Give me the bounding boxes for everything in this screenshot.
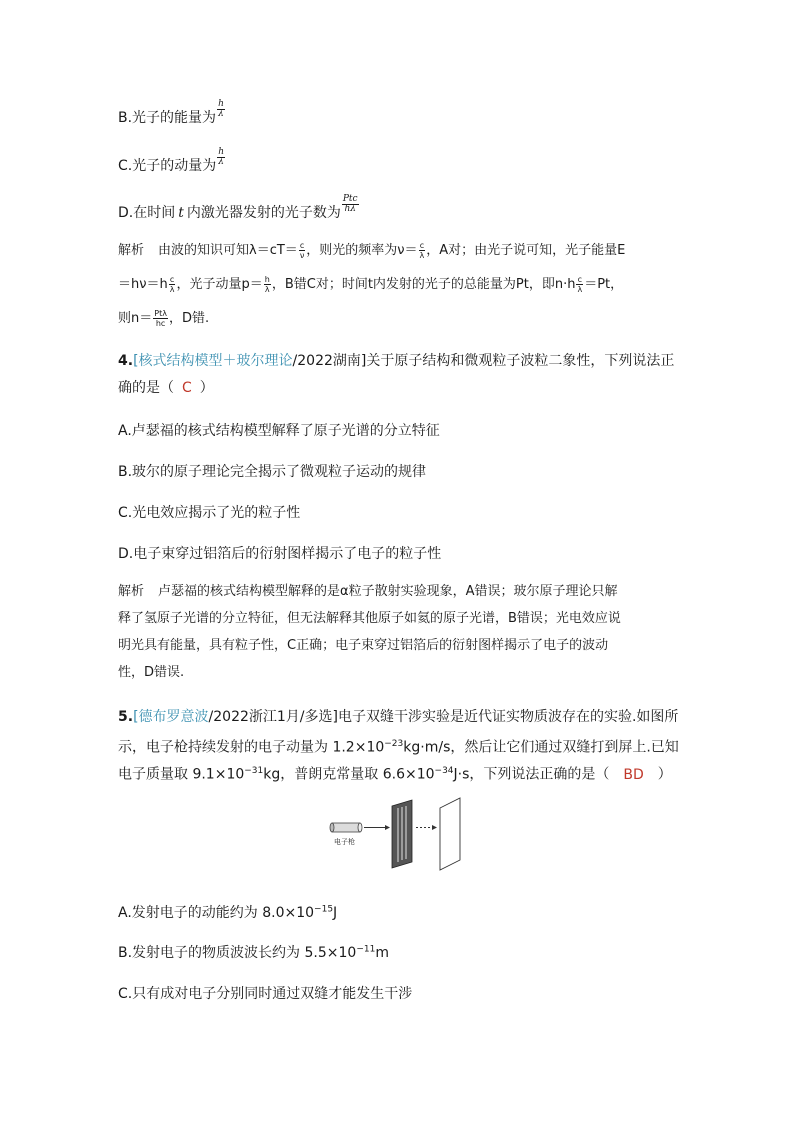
source-tag: 德布罗意波 bbox=[138, 709, 209, 725]
diffracted-beam-arrow bbox=[416, 825, 437, 830]
question-5-option-b: B.发射电子的物质波波长约为 $5.5\times 10^{-11}m$ bbox=[118, 944, 389, 961]
explanation-1-line-1: 解析 由波的知识可知λ＝cT＝ $\frac{c}{\nu}$ ，则光的频率为ν＝ $\frac{c}{\lambda}$ ，A对；由光子说可知，光子能量E bbox=[118, 241, 626, 260]
option-c-prev: C.光子的动量为 $\frac{h}{\lambda}$ bbox=[118, 147, 225, 174]
double-slit-diagram bbox=[328, 796, 464, 872]
fraction: $\frac{\text{Ptλ}}{hc}$ bbox=[154, 309, 167, 328]
beam-arrow bbox=[364, 825, 390, 830]
fraction: $\frac{c}{\nu}$ bbox=[299, 241, 305, 260]
question-5-line-3: 电子质量取 $9.1\times 10^{-31}kg$，普朗克常量取 $6.6\times 10^{-34}J\cdot s$，下列说法正确的是（ BD ） bbox=[118, 766, 672, 783]
question-5-line-1: 5.[德布罗意波/2022浙江1月/多选]电子双缝干涉实验是近代证实物质波存在的实验.如图所 bbox=[118, 709, 679, 725]
option-b-prev: B.光子的能量为 $\frac{h}{\lambda}$ bbox=[118, 99, 224, 126]
screen bbox=[440, 798, 460, 870]
fraction: $\frac{c}{\lambda}$ bbox=[419, 241, 425, 260]
source-tag: 核式结构模型＋玻尔理论 bbox=[138, 353, 293, 369]
explanation-2-line-2: 释了氢原子光谱的分立特征，但无法解释其他原子如氦的原子光谱，B错误；光电效应说 bbox=[118, 611, 621, 626]
question-5-option-c: C.只有成对电子分别同时通过双缝才能发生干涉 bbox=[118, 986, 413, 1002]
question-4-option-a: A.卢瑟福的核式结构模型解释了原子光谱的分立特征 bbox=[118, 423, 440, 439]
fraction: $\frac{c}{\lambda}$ bbox=[169, 275, 175, 294]
fraction: $\frac{h}{\lambda}$ bbox=[218, 147, 225, 167]
fraction: $\frac{\text{Ptc}}{h\lambda}$ bbox=[342, 194, 358, 214]
question-5-line-2: 示，电子枪持续发射的电子动量为 $1.2\times 10^{-23}kg\cdot m/s$，然后让它们通过双缝打到屏上.已知 bbox=[118, 739, 679, 756]
double-slit-plate bbox=[392, 800, 412, 868]
question-4-option-b: B.玻尔的原子理论完全揭示了微观粒子运动的规律 bbox=[118, 464, 427, 480]
electron-gun-label: 电子枪 bbox=[334, 838, 355, 846]
question-4-line-2: 确的是（ C ） bbox=[118, 380, 214, 396]
explanation-1-line-2: ＝hν＝h $\frac{c}{\lambda}$ ，光子动量p＝ $\frac{h}{\lambda}$ ，B错C对；时间t内发射的光子的总能量为Pt，即n·h $\frac{c}{\lambda}$ ＝Pt， bbox=[118, 275, 624, 294]
fraction: $\frac{c}{\lambda}$ bbox=[577, 275, 583, 294]
option-d-prev: D.在时间 t 内激光器发射的光子数为 $\frac{\text{Ptc}}{h\lambda}$ bbox=[118, 194, 358, 221]
explanation-2-line-3: 明光具有能量，具有粒子性，C正确；电子束穿过铝箔后的衍射图样揭示了电子的波动 bbox=[118, 638, 609, 653]
fraction: $\frac{h}{\lambda}$ bbox=[218, 99, 224, 119]
fraction: $\frac{h}{\lambda}$ bbox=[264, 275, 270, 294]
explanation-1-line-3: 则n＝ $\frac{\text{Ptλ}}{hc}$ ，D错. bbox=[118, 309, 210, 328]
question-4-option-d: D.电子束穿过铝箔后的衍射图样揭示了电子的粒子性 bbox=[118, 546, 442, 562]
question-4-line-1: 4.[核式结构模型＋玻尔理论/2022湖南]关于原子结构和微观粒子波粒二象性，下列说法正 bbox=[118, 353, 675, 369]
explanation-2-line-1: 解析 卢瑟福的核式结构模型解释的是α粒子散射实验现象，A错误；玻尔原子理论只解 bbox=[118, 584, 618, 599]
explanation-2-line-4: 性，D错误. bbox=[118, 665, 185, 680]
question-5-option-a: A.发射电子的动能约为 $8.0\times 10^{-15}J$ bbox=[118, 904, 338, 921]
question-4-option-c: C.光电效应揭示了光的粒子性 bbox=[118, 505, 301, 521]
electron-gun bbox=[330, 823, 362, 832]
answer: C bbox=[182, 380, 192, 396]
answer: BD bbox=[623, 766, 644, 783]
